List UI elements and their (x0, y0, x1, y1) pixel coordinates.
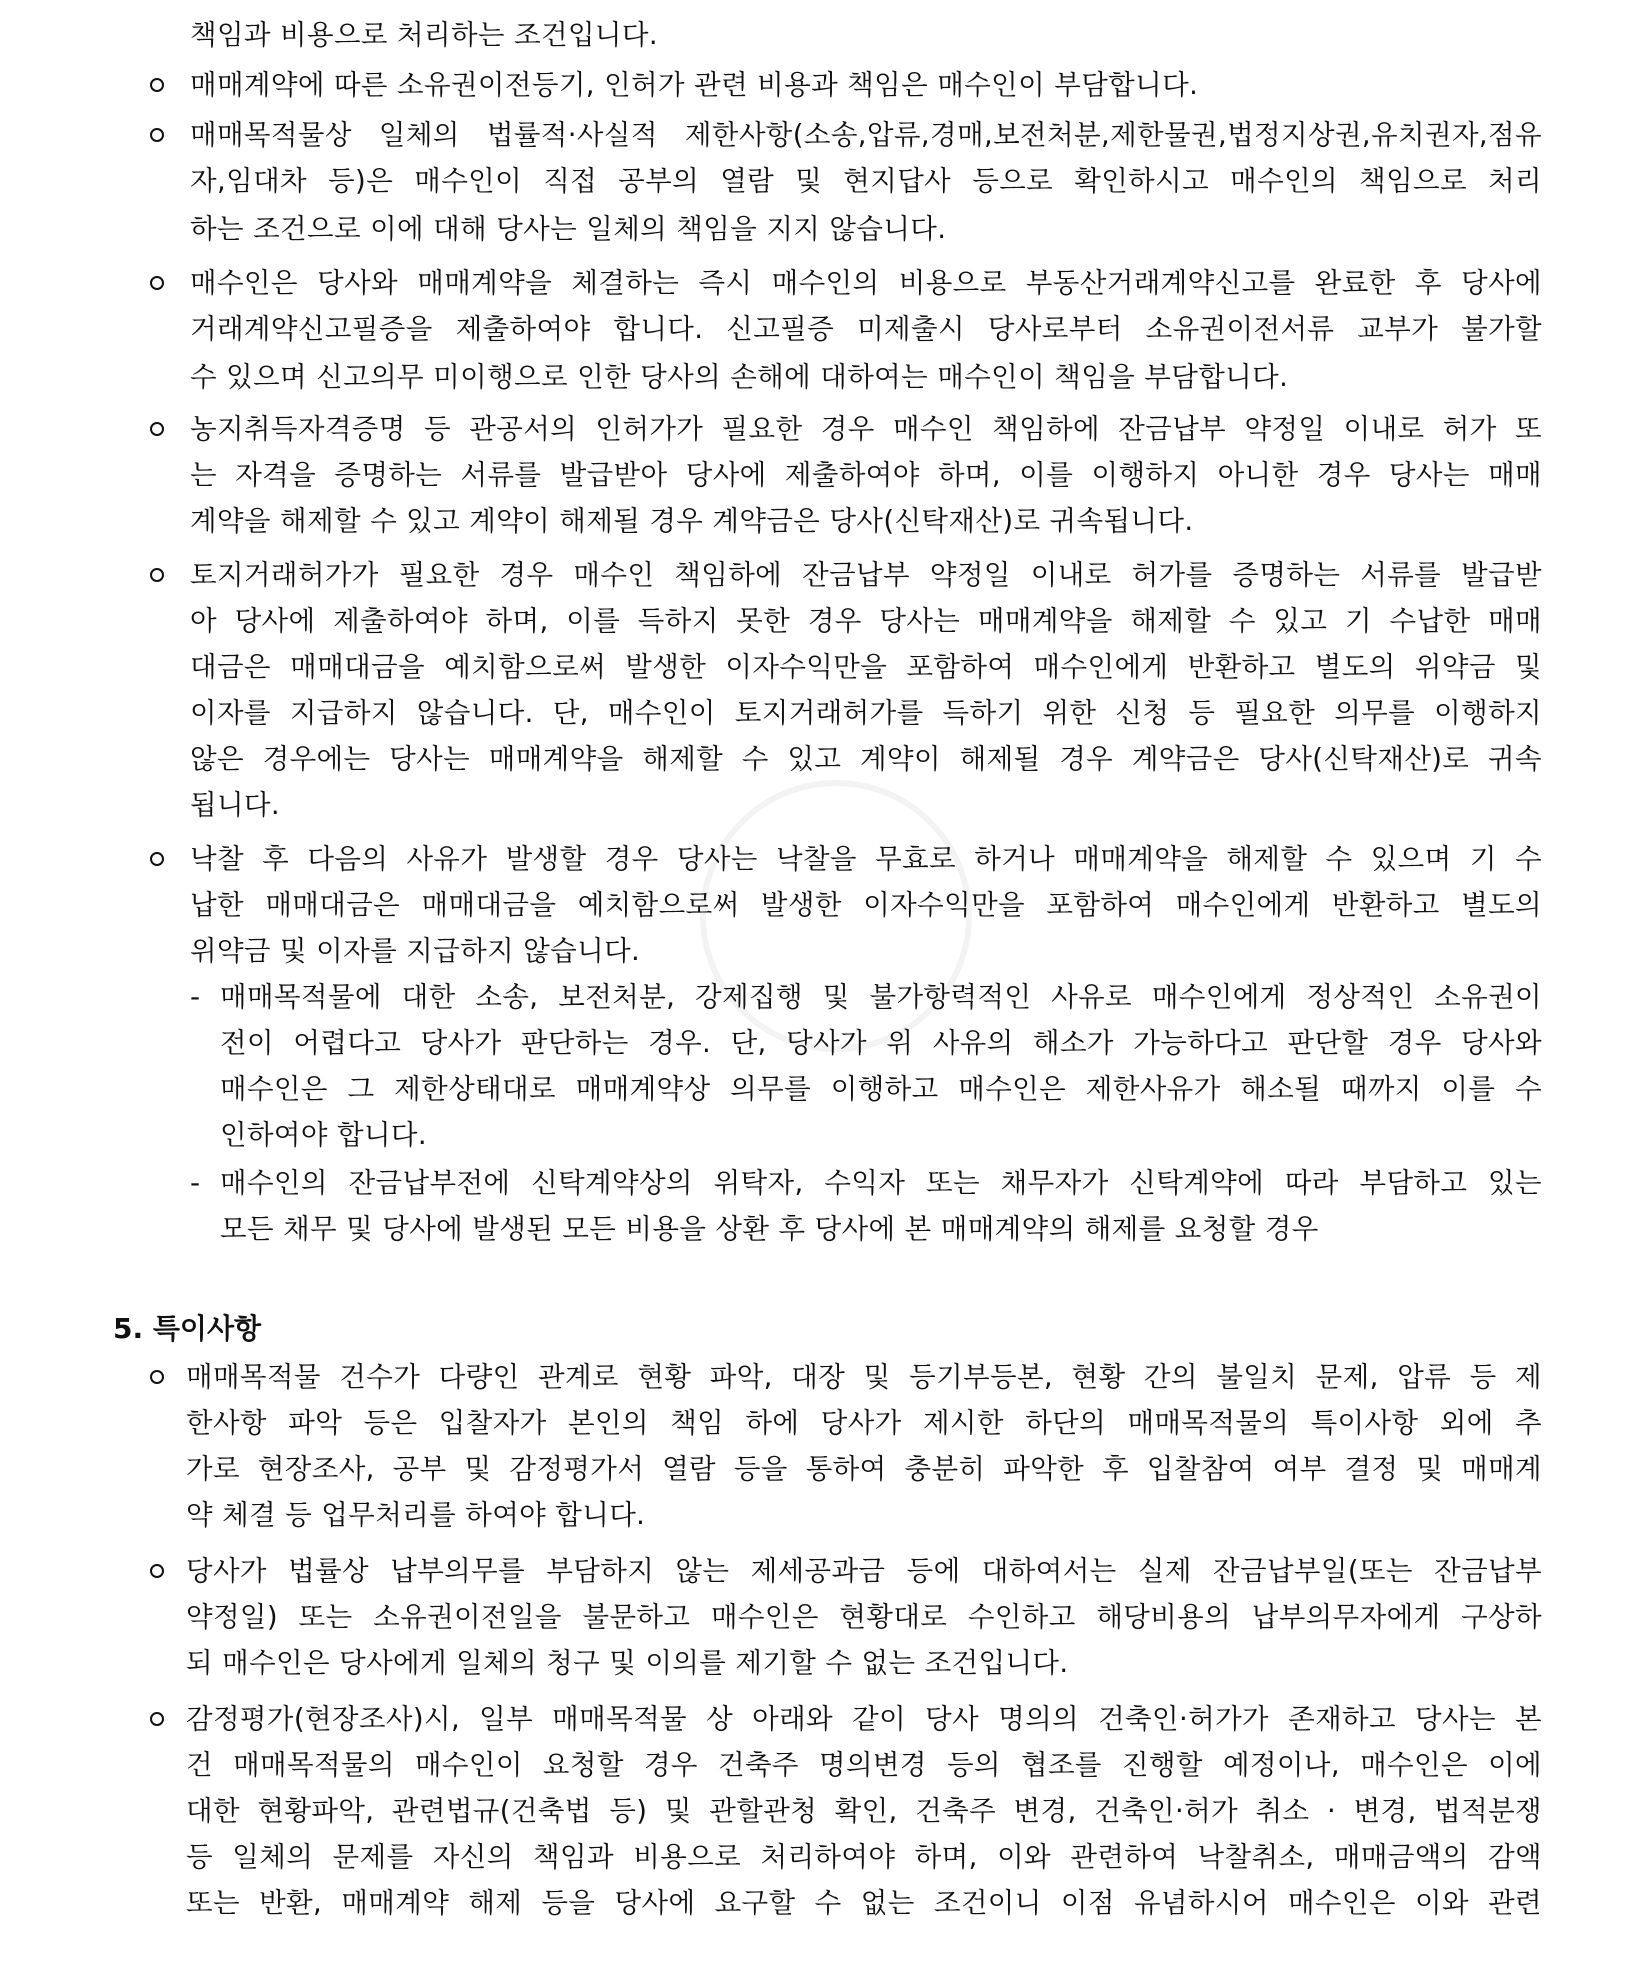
text-line: 모든 채무 및 당사에 발생된 모든 비용을 상환 후 당사에 본 매매계약의 해제를 요청할 경우 (220, 1213, 1319, 1245)
text-line: 않은 경우에는 당사는 매매계약을 해제할 수 있고 계약이 해제될 경우 계약금은 당사(신탁재산)로 귀속 (190, 743, 1542, 775)
bullet-circle-icon (150, 1370, 164, 1384)
text-line: 대한 현황파악, 관련법규(건축법 등) 및 관할관청 확인, 건축주 변경, 건축인·허가 취소 · 변경, 법적분쟁 (186, 1795, 1542, 1827)
text-line: 이자를 지급하지 않습니다. 단, 매수인이 토지거래허가를 득하기 위한 신청 등 필요한 의무를 이행하지 (190, 697, 1542, 729)
text-line: 낙찰 후 다음의 사유가 발생할 경우 당사는 낙찰을 무효로 하거나 매매계약을 해제할 수 있으며 기 수 (190, 843, 1542, 875)
text-line: 매매목적물상 일체의 법률적·사실적 제한사항(소송,압류,경매,보전처분,제한물권,법정지상권,유치권자,점유 (190, 119, 1542, 151)
text-line: 약 체결 등 업무처리를 하여야 합니다. (186, 1499, 646, 1531)
bullet-circle-icon (150, 128, 164, 142)
text-line: 계약을 해제할 수 있고 계약이 해제될 경우 계약금은 당사(신탁재산)로 귀속됩니다. (190, 505, 1194, 537)
text-line: 매매목적물 건수가 다량인 관계로 현황 파악, 대장 및 등기부등본, 현황 간의 불일치 문제, 압류 등 제 (186, 1361, 1542, 1393)
text-line: 자,임대차 등)은 매수인이 직접 공부의 열람 및 현지답사 등으로 확인하시고 매수인의 책임으로 처리 (190, 165, 1542, 197)
bullet-circle-icon (150, 78, 164, 92)
bullet-circle-icon (150, 276, 164, 290)
text-line: 매매목적물에 대한 소송, 보전처분, 강제집행 및 불가항력적인 사유로 매수인에게 정상적인 소유권이 (220, 981, 1542, 1013)
text-line: 가로 현장조사, 공부 및 감정평가서 열람 등을 통하여 충분히 파악한 후 입찰참여 여부 결정 및 매매계 (186, 1453, 1542, 1485)
text-line: 위약금 및 이자를 지급하지 않습니다. (190, 935, 641, 967)
text-line: 매수인은 당사와 매매계약을 체결하는 즉시 매수인의 비용으로 부동산거래계약신고를 완료한 후 당사에 (190, 267, 1542, 299)
text-line: 거래계약신고필증을 제출하여야 합니다. 신고필증 미제출시 당사로부터 소유권이전서류 교부가 불가할 (190, 313, 1542, 345)
text-line: 전이 어렵다고 당사가 판단하는 경우. 단, 당사가 위 사유의 해소가 가능하다고 판단할 경우 당사와 (220, 1027, 1542, 1059)
text-line: 하는 조건으로 이에 대해 당사는 일체의 책임을 지지 않습니다. (190, 213, 947, 245)
text-line: 건 매매목적물의 매수인이 요청할 경우 건축주 명의변경 등의 협조를 진행할 예정이나, 매수인은 이에 (186, 1749, 1542, 1781)
text-line: 매매계약에 따른 소유권이전등기, 인허가 관련 비용과 책임은 매수인이 부담합니다. (190, 69, 1199, 101)
text-line: 매수인은 그 제한상태대로 매매계약상 의무를 이행하고 매수인은 제한사유가 해소될 때까지 이를 수 (220, 1073, 1542, 1105)
text-line: 한사항 파악 등은 입찰자가 본인의 책임 하에 당사가 제시한 하단의 매매목적물의 특이사항 외에 추 (186, 1407, 1542, 1439)
text-line: 인하여야 합니다. (220, 1119, 428, 1151)
text-line: 매수인의 잔금납부전에 신탁계약상의 위탁자, 수익자 또는 채무자가 신탁계약에 따라 부담하고 있는 (220, 1167, 1542, 1199)
text-line: 되 매수인은 당사에게 일체의 청구 및 이의를 제기할 수 없는 조건입니다. (186, 1647, 1069, 1679)
text-line: 또는 반환, 매매계약 해제 등을 당사에 요구할 수 없는 조건이니 이점 유념하시어 매수인은 이와 관련 (186, 1887, 1542, 1919)
bullet-circle-icon (150, 422, 164, 436)
dash-marker: - (190, 1166, 201, 1199)
dash-marker: - (190, 980, 201, 1013)
text-line: 됩니다. (190, 789, 281, 821)
text-line: 농지취득자격증명 등 관공서의 인허가가 필요한 경우 매수인 책임하에 잔금납부 약정일 이내로 허가 또 (190, 413, 1542, 445)
text-line: 등 일체의 문제를 자신의 책임과 비용으로 처리하여야 하며, 이와 관련하여 낙찰취소, 매매금액의 감액 (186, 1841, 1542, 1873)
text-line: 감정평가(현장조사)시, 일부 매매목적물 상 아래와 같이 당사 명의의 건축인·허가가 존재하고 당사는 본 (186, 1703, 1542, 1735)
section-heading: 5. 특이사항 (113, 1312, 262, 1345)
text-line: 수 있으며 신고의무 미이행으로 인한 당사의 손해에 대하여는 매수인이 책임을 부담합니다. (190, 361, 1289, 393)
bullet-circle-icon (150, 852, 164, 866)
text-line: 아 당사에 제출하여야 하며, 이를 득하지 못한 경우 당사는 매매계약을 해제할 수 있고 기 수납한 매매 (190, 605, 1543, 637)
text-line: 당사가 법률상 납부의무를 부담하지 않는 제세공과금 등에 대하여서는 실제 잔금납부일(또는 잔금납부 (186, 1555, 1542, 1587)
text-line: 책임과 비용으로 처리하는 조건입니다. (190, 19, 659, 51)
text-line: 대금은 매매대금을 예치함으로써 발생한 이자수익만을 포함하여 매수인에게 반환하고 별도의 위약금 및 (190, 651, 1542, 683)
text-line: 는 자격을 증명하는 서류를 발급받아 당사에 제출하여야 하며, 이를 이행하지 아니한 경우 당사는 매매 (190, 459, 1542, 491)
bullet-circle-icon (150, 568, 164, 582)
text-line: 약정일) 또는 소유권이전일을 불문하고 매수인은 현황대로 수인하고 해당비용의 납부의무자에게 구상하 (186, 1601, 1542, 1633)
text-line: 토지거래허가가 필요한 경우 매수인 책임하에 잔금납부 약정일 이내로 허가를 증명하는 서류를 발급받 (190, 559, 1542, 591)
text-line: 납한 매매대금은 매매대금을 예치함으로써 발생한 이자수익만을 포함하여 매수인에게 반환하고 별도의 (190, 889, 1542, 921)
bullet-circle-icon (150, 1712, 164, 1726)
bullet-circle-icon (150, 1564, 164, 1578)
